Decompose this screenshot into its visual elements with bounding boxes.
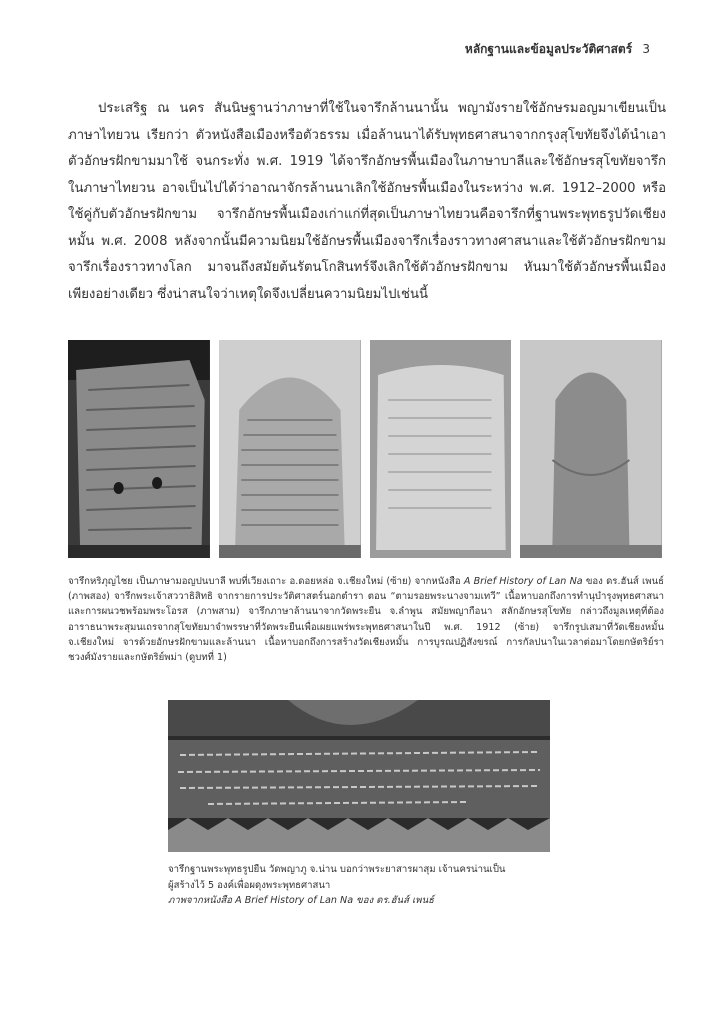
inscription-photo-row [68, 340, 662, 558]
header-title: หลักฐานและข้อมูลประวัติศาสตร์ [464, 42, 633, 56]
photo-hariphunchai-inscription [68, 340, 210, 558]
book-title: A Brief History of Lan Na [235, 895, 354, 906]
book-title: A Brief History of Lan Na [463, 576, 583, 587]
photo-wat-phra-yuen-inscription [370, 340, 512, 558]
photo-sawathisit-inscription [219, 340, 361, 558]
figure2-caption [168, 862, 588, 909]
body-paragraph: ประเสริฐ ณ นคร สันนิษฐานว่าภาษาที่ใช้ในจารึกล้านนานั้น พญามังรายใช้อักษรมอญมาเขียนเป็นภาษาไทยวน เรียกว่า ตัวหนังสือเมืองหรือตัวธรรม เมื่อล้านนาได้รับพุทธศาสนาจากกรุงสุโขทัยจึงได้นำเอาตัวอักษรฝักขามมาใช้ จนกระทั่ง พ.ศ. 1919 ได้จารึกอักษรพื้นเมืองในภาษาบาลีและใช้อักษรสุโขทัยจารึกในภาษาไทยวน อาจเป็นไปได้ว่าอาณาจักรล้านนาเลิกใช้อักษรพื้นเมืองในระหว่าง พ.ศ. 1912–2000 หรือใช้คู่กับตัวอักษรฝักขาม จารึกอักษรพื้นเมืองเก่าแก่ที่สุดเป็นภาษาไทยวนคือจารึกที่ฐานพระพุทธรูปวัดเชียงหมั้น พ.ศ. 2008 หลังจากนั้นมีความนิยมใช้อักษรพื้นเมืองจารึกเรื่องราวทางศาสนาและใช้ตัวอักษรฝักขามจารึกเรื่องราวทางโลก มาจนถึงสมัยต้นรัตนโกสินทร์จึงเลิกใช้ตัวอักษรฝักขาม หันมาใช้ตัวอักษรพื้นเมืองเพียงอย่างเดียว ซึ่งน่าสนใจว่าเหตุใดจึงเปลี่ยนความนิยมไปเช่นนี้ [68, 101, 666, 302]
running-header [465, 40, 650, 59]
photo-wat-chiang-man-sema [520, 340, 662, 558]
source-text: ของ ดร.ฮันส์ เพนธ์ [353, 895, 434, 906]
caption-text: ของ ดร.ฮันส์ เพนธ์ (ภาพสอง) จารึกพระเจ้าสววาธิสิทธิ จากรายการประวัติศาสตร์นอกตำรา ตอน “ตามรอยพระนางจามเทวี” เนื้อหาบอกถึงการทำนุบำรุงพุทธศาสนาและการผนวชพร้อมพระโอรส (ภาพสาม) จารึกภาษาล้านนาจากวัดพระยืน จ.ลำพูน สมัยพญากือนา สลักอักษรสุโขทัย กล่าวถึงมูลเหตุที่ต้องอาราธนาพระสุมนเถรจากสุโขทัยมาจำพรรษาที่วัดพระยืนเพื่อเผยแพร่พระพุทธศาสนาในปี พ.ศ. 1912 (ซ้าย) จารึกรูปเสมาที่วัดเชียงหมั้น จ.เชียงใหม่ จารด้วยอักษรฝักขามและล้านนา เนื้อหาบอกถึงการสร้างวัดเชียงหมั้น การบูรณปฏิสังขรณ์ การกัลปนาในเวลาต่อมาโดยกษัตริย์ราชวงศ์มังรายและกษัตริย์พม่า (ดูบทที่ 1) [68, 576, 665, 664]
caption-line: จารึกฐานพระพุทธรูปยืน วัดพญาภู จ.น่าน บอกว่าพระยาสารผาสุม เจ้านครน่านเป็น [168, 864, 506, 875]
caption-line: ผู้สร้างไว้ 5 องค์เพื่อผดุงพระพุทธศาสนา [168, 879, 331, 891]
figure1-caption [68, 574, 664, 665]
photo-wat-phaya-phu-buddha-base [168, 700, 550, 852]
page-number: 3 [642, 42, 650, 56]
source-text: ภาพจากหนังสือ [168, 895, 236, 906]
body-text [68, 96, 666, 308]
caption-source [168, 893, 588, 909]
caption-text: จารึกหริภุญไชย เป็นภาษามอญปนบาลี พบที่เวียงเถาะ อ.ดอยหล่อ จ.เชียงใหม่ (ซ้าย) จากหนังสือ [68, 576, 464, 587]
